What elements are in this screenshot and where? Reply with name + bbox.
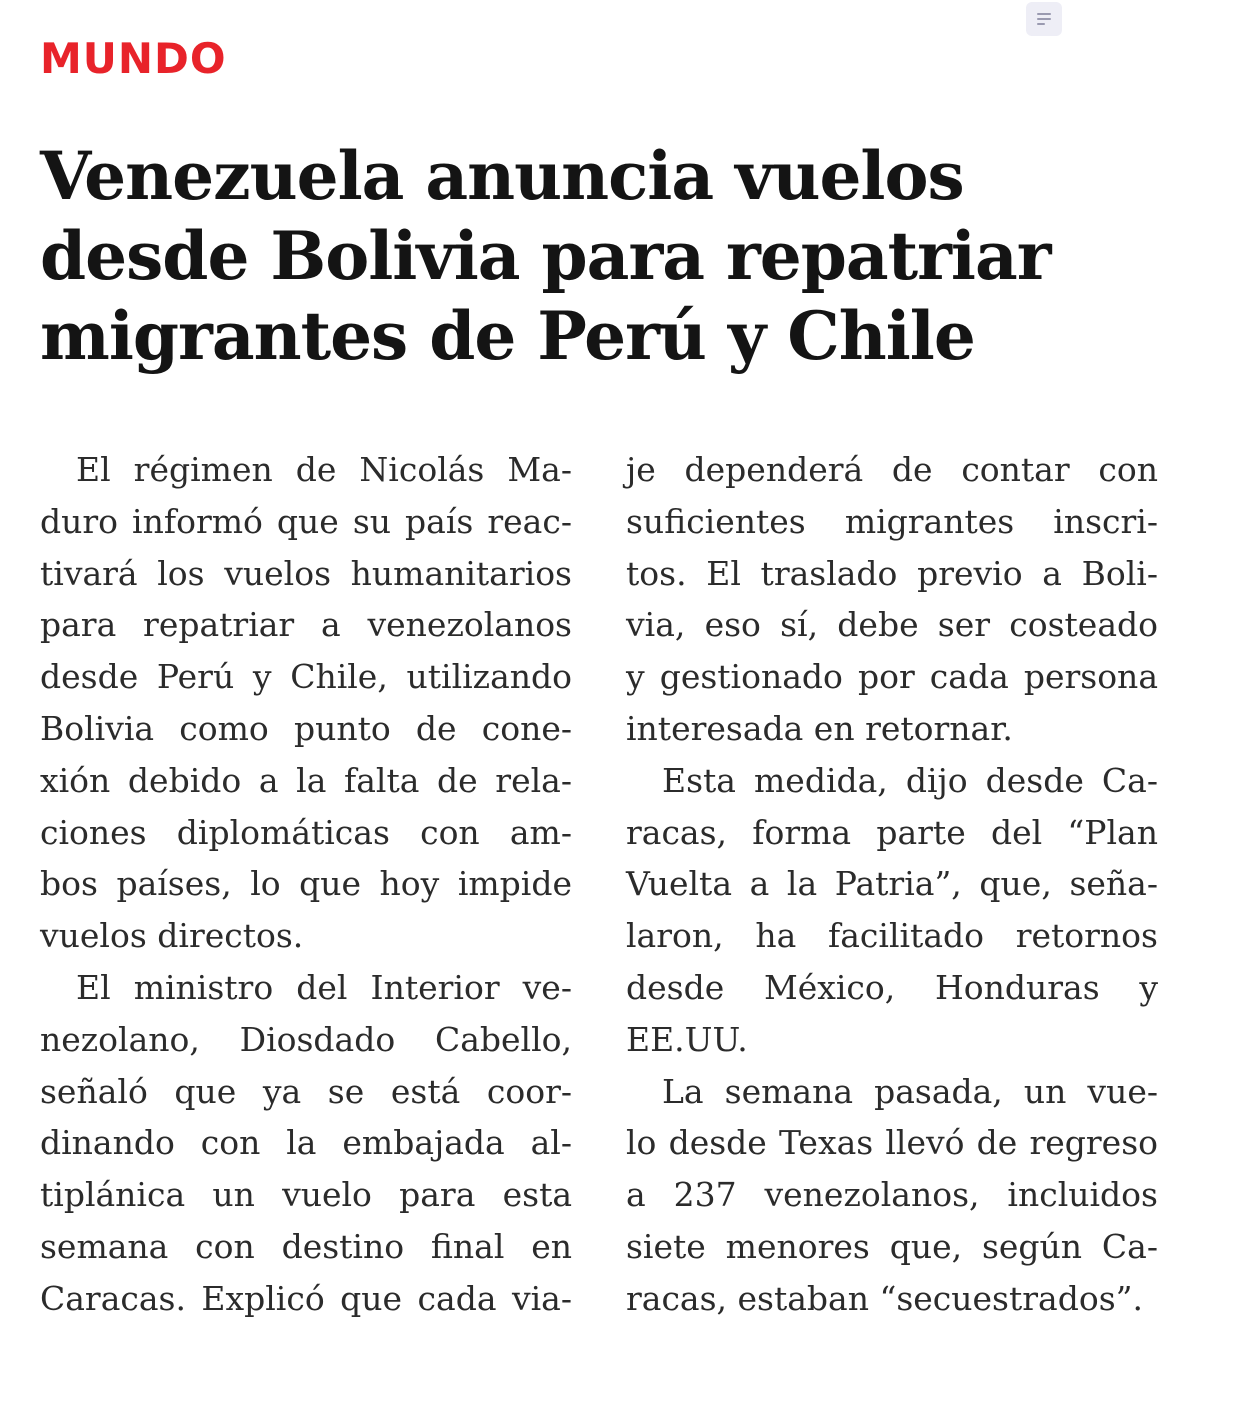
body-line: je dependerá de contar con xyxy=(626,450,1158,489)
body-line: via, eso sí, debe ser costeado xyxy=(626,605,1158,645)
headline xyxy=(40,136,1180,376)
body-line: tiplánica un vuelo para esta xyxy=(40,1175,572,1215)
body-line: para repatriar a venezolanos xyxy=(40,605,572,645)
body-line: Vuelta a la Patria”, que, seña- xyxy=(626,864,1158,904)
body-line: dinando con la embajada al- xyxy=(40,1123,572,1163)
body-line: desde México, Honduras y xyxy=(626,967,1158,1007)
body-line: Bolivia como punto de cone- xyxy=(40,708,572,748)
body-line: y gestionado por cada persona xyxy=(626,657,1158,697)
body-line: racas, forma parte del “Plan xyxy=(626,812,1158,852)
body-line: a 237 venezolanos, incluidos xyxy=(626,1175,1158,1215)
body-line: laron, ha facilitado retornos xyxy=(626,916,1158,956)
body-line: EE.UU. xyxy=(626,1019,748,1059)
article-column-right xyxy=(626,444,1158,1325)
headline-line: Venezuela anuncia vuelos xyxy=(40,137,964,215)
body-line: xión debido a la falta de rela- xyxy=(40,760,572,800)
headline-line: desde Bolivia para repatriar xyxy=(40,217,1051,295)
body-line: ciones diplomáticas con am- xyxy=(40,812,572,852)
body-line: El régimen de Nicolás Ma- xyxy=(76,450,572,489)
menu-lines-icon[interactable] xyxy=(1026,2,1062,36)
body-line: interesada en retornar. xyxy=(626,708,1013,748)
body-line: tivará los vuelos humanitarios xyxy=(40,553,572,593)
body-line: duro informó que su país reac- xyxy=(40,501,572,541)
body-line: lo desde Texas llevó de regreso xyxy=(626,1123,1158,1163)
body-line: La semana pasada, un vue- xyxy=(662,1071,1158,1111)
body-line: suficientes migrantes inscri- xyxy=(626,501,1158,541)
section-label: MUNDO xyxy=(40,34,227,83)
headline-line: migrantes de Perú y Chile xyxy=(40,297,975,375)
body-line: semana con destino final en xyxy=(40,1226,572,1266)
body-line: racas, estaban “secuestrados”. xyxy=(626,1278,1143,1318)
body-line: Esta medida, dijo desde Ca- xyxy=(662,760,1158,800)
body-line: desde Perú y Chile, utilizando xyxy=(40,657,572,697)
article-column-left xyxy=(40,444,572,1325)
body-line: señaló que ya se está coor- xyxy=(40,1071,572,1111)
body-line: Caracas. Explicó que cada via- xyxy=(40,1278,572,1318)
body-line: nezolano, Diosdado Cabello, xyxy=(40,1019,572,1059)
body-line: bos países, lo que hoy impide xyxy=(40,864,572,904)
body-line: El ministro del Interior ve- xyxy=(76,967,572,1007)
body-line: vuelos directos. xyxy=(40,916,304,956)
body-line: tos. El traslado previo a Boli- xyxy=(626,553,1158,593)
body-line: siete menores que, según Ca- xyxy=(626,1226,1158,1266)
